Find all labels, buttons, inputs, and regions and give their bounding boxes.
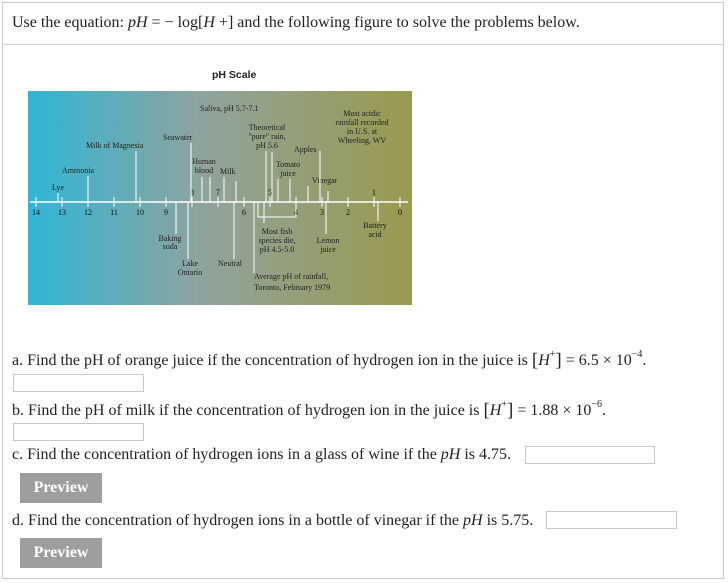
question-b-var: H: [489, 402, 502, 419]
label-most-fish-3: pH 4.5-5.0: [259, 245, 295, 254]
intro-suffix: and the following figure to solve the problems below.: [233, 14, 580, 31]
preview-c-button[interactable]: Preview: [20, 473, 102, 503]
scale-number-1: 1: [372, 188, 376, 197]
label-lemon-1: Lemon: [316, 236, 340, 245]
label-vinegar: Vinegar: [312, 176, 338, 185]
label-most-fish-1: Most fish: [261, 227, 293, 236]
question-d-var: pH: [463, 512, 483, 529]
bracket-open: [: [483, 400, 490, 421]
label-tomato-2: juice: [280, 169, 296, 178]
question-a-text: Find the pH of orange juice if the concentration of hydrogen ion in the juice is: [23, 352, 532, 369]
label-human-blood-2: blood: [194, 166, 214, 175]
answer-b-input[interactable]: [13, 423, 144, 441]
eq-h: H: [203, 14, 215, 31]
label-battery-1: Battery: [363, 221, 387, 230]
question-b-text: Find the pH of milk if the concentration of hydrogen ion in the juice is: [24, 402, 484, 419]
question-d: [12, 512, 533, 530]
label-saliva: Saliva, pH 5.7-7.1: [200, 104, 259, 113]
scale-number-11: 11: [110, 208, 118, 217]
answer-d-input[interactable]: [546, 511, 677, 529]
scale-number-12: 12: [84, 208, 92, 217]
label-milk-of-magnesia: Milk of Magnesia: [86, 141, 144, 150]
bracket-close: ]: [507, 400, 514, 421]
question-a-value: = 6.5 × 10: [561, 352, 632, 369]
question-a: [12, 349, 646, 371]
scale-number-10: 10: [136, 208, 144, 217]
question-b-value: = 1.88 × 10: [513, 402, 592, 419]
label-theoretical-2: "pure" rain,: [248, 132, 286, 141]
label-most-acidic-2: rainfall recorded: [335, 118, 389, 127]
label-theoretical-3: pH 5.6: [256, 141, 278, 150]
eq-close: ]: [227, 14, 234, 31]
question-c: [12, 446, 511, 464]
intro-text: [12, 14, 580, 32]
question-b-sup: +: [501, 399, 507, 410]
label-neutral: Neutral: [218, 259, 242, 268]
label-average-2: Toronto, February 1979: [254, 283, 331, 292]
question-a-exponent: −4: [631, 349, 643, 360]
question-b-end: .: [602, 402, 607, 419]
question-c-letter: c.: [12, 446, 24, 463]
label-lye: Lye: [52, 183, 64, 192]
label-most-acidic-4: Wheeling, WV: [337, 136, 387, 145]
eq-mid: = − log[: [147, 14, 204, 31]
label-baking-soda-1: Baking: [158, 234, 182, 243]
question-c-text: Find the concentration of hydrogen ions in a glass of wine if the: [23, 446, 441, 463]
scale-number-7: 7: [216, 188, 220, 197]
label-apples: Apples: [294, 145, 317, 154]
eq-ph: pH: [127, 14, 148, 31]
intro-prefix: Use the equation:: [12, 14, 128, 31]
scale-number-8: 8: [190, 188, 194, 197]
scale-number-3: 3: [320, 208, 324, 217]
label-milk: Milk: [220, 167, 236, 176]
bracket-open: [: [531, 350, 539, 371]
question-c-var: pH: [440, 446, 461, 463]
bracket-close: ]: [555, 350, 562, 371]
label-human-blood-1: Human: [192, 157, 216, 166]
question-a-letter: a.: [12, 352, 24, 369]
answer-a-input[interactable]: [13, 374, 144, 392]
scale-number-4: 4: [294, 208, 298, 217]
scale-number-9: 9: [164, 208, 168, 217]
question-d-text: Find the concentration of hydrogen ions in a bottle of vinegar if the: [24, 512, 463, 529]
answer-c-input[interactable]: [525, 446, 655, 464]
scale-number-2: 2: [346, 208, 350, 217]
scale-number-6: 6: [242, 208, 246, 217]
label-most-fish-2: species die,: [258, 236, 296, 245]
figure-title: pH Scale: [212, 69, 257, 81]
divider: [3, 44, 723, 45]
label-baking-soda-2: soda: [162, 242, 178, 251]
question-b: [12, 399, 606, 421]
ph-scale-figure: [28, 91, 412, 305]
question-a-sup: +: [549, 349, 556, 360]
label-most-acidic-3: in U.S. at: [346, 127, 378, 136]
label-lake-1: Lake: [182, 259, 198, 268]
scale-number-0: 0: [398, 208, 402, 217]
question-b-letter: b.: [12, 402, 24, 419]
label-tomato-1: Tomato: [275, 160, 301, 169]
label-lake-2: Ontario: [177, 268, 203, 277]
label-ammonia: Ammonia: [62, 166, 94, 175]
eq-plus: +: [214, 14, 228, 31]
label-most-acidic-1: Most acidic: [343, 109, 381, 118]
label-theoretical-1: Theoretical: [248, 123, 286, 132]
scale-number-5: 5: [268, 188, 272, 197]
scale-number-13: 13: [58, 208, 66, 217]
question-a-end: .: [642, 352, 647, 369]
question-a-var: H: [538, 352, 550, 369]
question-c-value: is 4.75.: [460, 446, 512, 463]
label-seawater: Seawater: [163, 133, 193, 142]
question-d-value: is 5.75.: [482, 512, 534, 529]
preview-d-button[interactable]: Preview: [20, 538, 102, 568]
label-battery-2: acid: [368, 230, 382, 239]
question-b-exponent: −6: [591, 399, 603, 410]
scale-number-14: 14: [32, 208, 40, 217]
label-lemon-2: juice: [320, 245, 336, 254]
label-average-1: Average pH of rainfall,: [254, 272, 329, 281]
question-d-letter: d.: [12, 512, 24, 529]
